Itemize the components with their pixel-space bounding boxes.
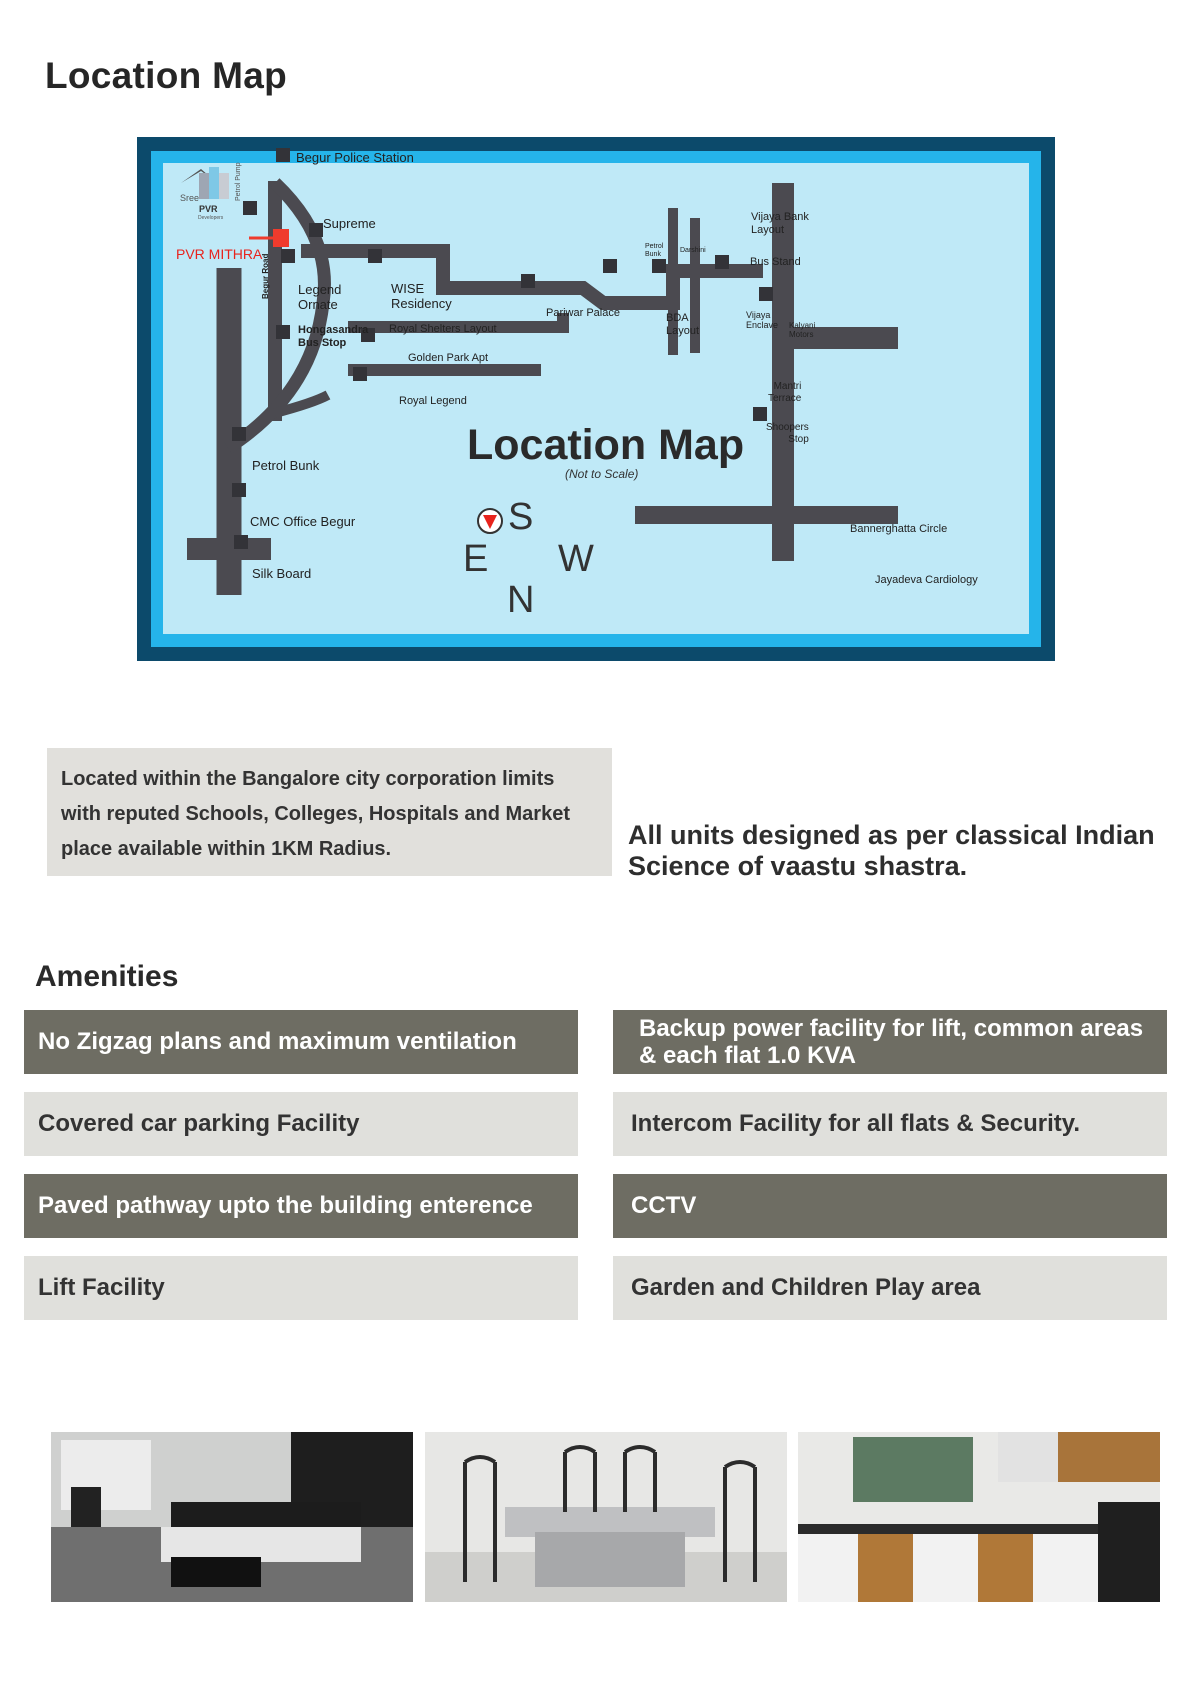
label-vijaya-bank-layout: Vijaya Bank Layout [751,211,809,236]
amenity-item: CCTV [613,1174,1167,1238]
amenity-item: Backup power facility for lift, common areas & each flat 1.0 KVA [613,1010,1167,1074]
label-begur-police-station: Begur Police Station [296,150,414,165]
amenities-title: Amenities [35,960,179,993]
label-kalyani-motors: Kalyani Motors [789,321,816,340]
label-mantri-terrace: Mantri Terrace [768,381,802,404]
label-bannerghatta-circle: Bannerghatta Circle [850,523,948,535]
dining-photo [425,1432,787,1602]
amenity-item: Covered car parking Facility [24,1092,578,1156]
label-jayadeva-cardiology: Jayadeva Cardiology [875,574,978,586]
label-pariwar-palace: Pariwar Palace [546,307,620,319]
amenity-item: Garden and Children Play area [613,1256,1167,1320]
compass-e: E [463,538,489,580]
amenity-item: Lift Facility [24,1256,578,1320]
location-info-box [47,748,612,876]
label-royal-legend: Royal Legend [399,395,467,407]
compass-n: N [507,579,535,621]
label-hongasandra-bus-stop: Hongasandra Bus Stop [298,324,369,349]
label-vijaya-enclave: Vijaya Enclave [746,310,779,331]
amenity-item: No Zigzag plans and maximum ventilation [24,1010,578,1074]
label-bus-stand: Bus Stand [750,256,801,268]
amenity-item: Intercom Facility for all flats & Security. [613,1092,1167,1156]
label-shoopers-stop: Shoopers Stop [766,422,809,445]
pvr-mithra-marker [273,229,289,247]
page-title: Location Map [45,55,288,96]
label-petrol-bunk-small: Petrol Bunk [645,243,664,259]
label-cmc-office-begur: CMC Office Begur [250,514,356,529]
vaastu-statement: All units designed as per classical Indian Science of vaastu shastra. [628,820,1155,881]
bedroom-photo [51,1432,413,1602]
label-supreme: Supreme [323,216,376,231]
compass-w: W [558,538,594,580]
label-silk-board: Silk Board [252,566,312,581]
label-golden-park-apt: Golden Park Apt [408,352,489,364]
amenity-item: Paved pathway upto the building enterence [24,1174,578,1238]
kitchen-photo [798,1432,1160,1602]
label-legend-ornate: Legend Ornate [298,282,342,312]
label-pvr-mithra: PVR MITHRA [176,246,263,262]
label-darshini: Darshini [680,247,706,254]
map-title: Location Map [467,421,745,469]
logo-petrol-pump: Petrol Pump [235,162,242,201]
map-subtitle: (Not to Scale) [565,467,639,481]
logo-pvr: PVR [199,204,218,214]
location-info-text: Located within the Bangalore city corporation limits with reputed Schools, Colleges, Hospitals and Market place available within 1KM Radius. [61,768,570,860]
logo-developers: Developers [198,215,224,221]
location-map [163,150,1029,634]
label-begur-road: Begur Road [261,253,270,299]
map-roads [163,163,1029,634]
label-royal-shelters-layout: Royal Shelters Layout [389,323,497,335]
logo-sree: Sree [180,193,200,203]
compass-s: S [508,496,534,538]
label-bda-layout: BDA Layout [666,312,700,337]
label-petrol-bunk: Petrol Bunk [252,458,320,473]
label-wise-residency: WISE Residency [391,281,452,311]
